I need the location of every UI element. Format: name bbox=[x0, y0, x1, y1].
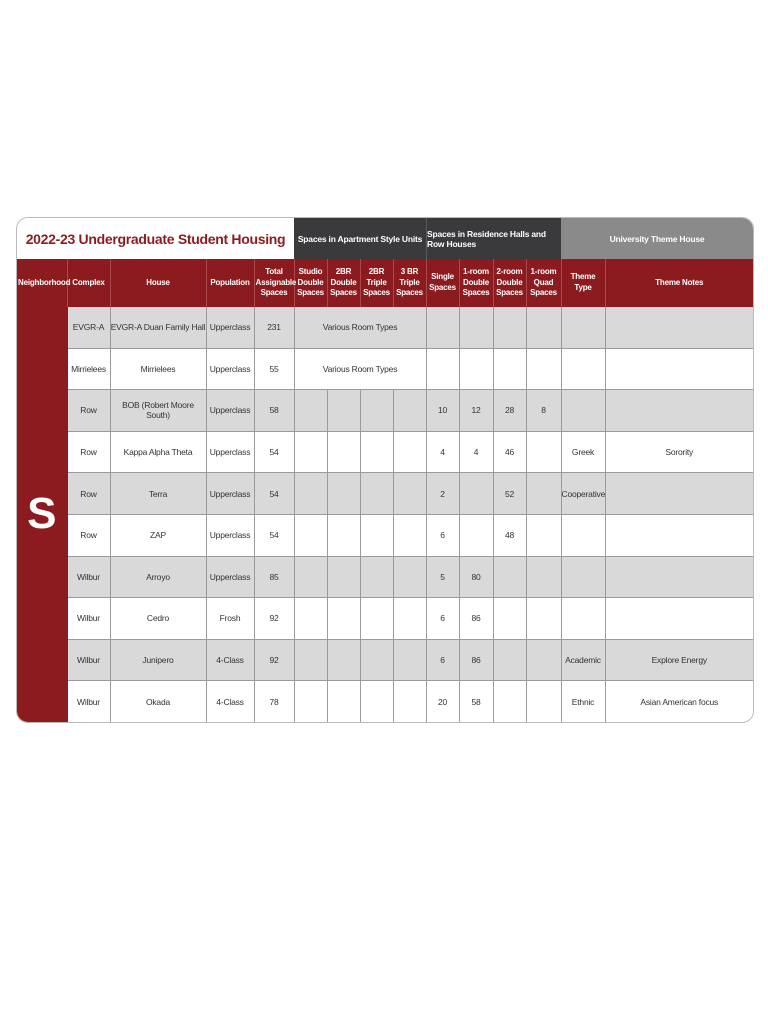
studio-double-cell bbox=[294, 681, 327, 722]
house-cell: Mirrielees bbox=[110, 348, 206, 390]
two-room-double-cell bbox=[493, 307, 526, 348]
population-cell: Upperclass bbox=[206, 473, 254, 515]
house-cell: BOB (Robert Moore South) bbox=[110, 390, 206, 432]
theme-notes-cell bbox=[605, 556, 753, 598]
house-cell: EVGR-A Duan Family Hall bbox=[110, 307, 206, 348]
single-spaces-cell: 6 bbox=[426, 639, 459, 681]
population-cell: Upperclass bbox=[206, 556, 254, 598]
column-header-row bbox=[17, 259, 753, 307]
table-row bbox=[17, 473, 753, 515]
column-header bbox=[426, 259, 459, 307]
complex-cell: Wilbur bbox=[67, 681, 110, 722]
column-header bbox=[526, 259, 561, 307]
theme-type-cell bbox=[561, 390, 605, 432]
3br-triple-cell bbox=[393, 473, 426, 515]
column-header-line: Spaces bbox=[429, 283, 456, 292]
3br-triple-cell bbox=[393, 639, 426, 681]
population-cell: 4-Class bbox=[206, 639, 254, 681]
complex-cell: EVGR-A bbox=[67, 307, 110, 348]
two-room-double-cell bbox=[493, 681, 526, 722]
theme-type-cell: Ethnic bbox=[561, 681, 605, 722]
table-row bbox=[17, 639, 753, 681]
two-room-double-cell bbox=[493, 639, 526, 681]
total-spaces-cell: 231 bbox=[254, 307, 294, 348]
total-spaces-cell: 78 bbox=[254, 681, 294, 722]
one-room-quad-cell bbox=[526, 681, 561, 722]
2br-triple-cell bbox=[360, 390, 393, 432]
single-spaces-cell: 5 bbox=[426, 556, 459, 598]
house-cell: Cedro bbox=[110, 598, 206, 640]
one-room-quad-cell bbox=[526, 556, 561, 598]
complex-cell: Wilbur bbox=[67, 556, 110, 598]
group-header-residence-label: Spaces in Residence Halls and Row Houses bbox=[427, 228, 546, 249]
one-room-double-cell: 4 bbox=[459, 431, 493, 473]
column-header-line: Double bbox=[463, 277, 489, 287]
column-header-line: Spaces bbox=[297, 288, 324, 298]
2br-triple-cell bbox=[360, 598, 393, 640]
total-spaces-cell: 54 bbox=[254, 473, 294, 515]
column-header-line: 3 BR bbox=[400, 266, 419, 276]
one-room-double-cell bbox=[459, 307, 493, 348]
complex-cell: Wilbur bbox=[67, 639, 110, 681]
column-header-line: Total bbox=[265, 266, 283, 276]
column-header bbox=[67, 259, 110, 307]
single-spaces-cell: 6 bbox=[426, 598, 459, 640]
column-header-line: Neighborhood bbox=[18, 277, 71, 287]
two-room-double-cell: 52 bbox=[493, 473, 526, 515]
table-row bbox=[17, 598, 753, 640]
column-header-line: Theme Type bbox=[570, 272, 596, 292]
column-header-line: Triple bbox=[366, 277, 387, 287]
population-cell: Upperclass bbox=[206, 514, 254, 556]
theme-type-cell bbox=[561, 514, 605, 556]
column-header-line: Spaces bbox=[330, 288, 357, 298]
one-room-double-cell bbox=[459, 473, 493, 515]
column-header bbox=[294, 259, 327, 307]
column-header-line: Double bbox=[330, 277, 357, 287]
house-cell: Terra bbox=[110, 473, 206, 515]
theme-type-cell bbox=[561, 598, 605, 640]
theme-type-cell bbox=[561, 556, 605, 598]
apartment-note-cell: Various Room Types bbox=[294, 348, 426, 390]
studio-double-cell bbox=[294, 514, 327, 556]
3br-triple-cell bbox=[393, 431, 426, 473]
studio-double-cell bbox=[294, 598, 327, 640]
column-header-line: Single bbox=[431, 272, 454, 282]
2br-triple-cell bbox=[360, 681, 393, 722]
theme-type-cell bbox=[561, 307, 605, 348]
column-header-line: Spaces bbox=[260, 288, 288, 298]
theme-notes-cell: Explore Energy bbox=[605, 639, 753, 681]
population-cell: Upperclass bbox=[206, 307, 254, 348]
column-header bbox=[206, 259, 254, 307]
total-spaces-cell: 55 bbox=[254, 348, 294, 390]
column-header-line: Double bbox=[496, 277, 523, 287]
2br-double-cell bbox=[327, 681, 360, 722]
column-header bbox=[459, 259, 493, 307]
column-header-line: House bbox=[146, 277, 170, 287]
column-header-line: Spaces bbox=[396, 288, 423, 298]
2br-double-cell bbox=[327, 431, 360, 473]
column-header-line: Studio bbox=[298, 266, 323, 276]
column-header-line: Spaces bbox=[496, 288, 523, 298]
column-header-line: Spaces bbox=[462, 288, 490, 298]
housing-table-card bbox=[16, 217, 754, 723]
column-header bbox=[561, 259, 605, 307]
one-room-quad-cell bbox=[526, 598, 561, 640]
3br-triple-cell bbox=[393, 514, 426, 556]
table-row bbox=[17, 514, 753, 556]
column-header bbox=[17, 259, 71, 307]
one-room-double-cell: 80 bbox=[459, 556, 493, 598]
studio-double-cell bbox=[294, 390, 327, 432]
2br-double-cell bbox=[327, 514, 360, 556]
population-cell: Upperclass bbox=[206, 390, 254, 432]
column-header-line: Double bbox=[297, 277, 324, 287]
column-header-line: Spaces bbox=[363, 288, 390, 298]
complex-cell: Row bbox=[67, 473, 110, 515]
column-header bbox=[254, 259, 297, 307]
apartment-note-cell: Various Room Types bbox=[294, 307, 426, 348]
table-row bbox=[17, 348, 753, 390]
single-spaces-cell: 2 bbox=[426, 473, 459, 515]
house-cell: Arroyo bbox=[110, 556, 206, 598]
column-header bbox=[605, 259, 753, 307]
column-header-line: 2BR bbox=[368, 266, 385, 276]
population-cell: Upperclass bbox=[206, 431, 254, 473]
group-header-apartment-label: Spaces in Apartment Style Units bbox=[297, 233, 423, 244]
group-header-theme-label: University Theme House bbox=[609, 233, 705, 244]
studio-double-cell bbox=[294, 639, 327, 681]
theme-notes-cell bbox=[605, 514, 753, 556]
group-header-residence bbox=[426, 218, 562, 259]
theme-notes-cell bbox=[605, 473, 753, 515]
column-header-line: Triple bbox=[399, 277, 420, 287]
one-room-double-cell: 86 bbox=[459, 598, 493, 640]
column-header bbox=[327, 259, 360, 307]
table-title-cell bbox=[17, 218, 294, 259]
column-header-line: 1-room bbox=[463, 266, 489, 276]
housing-table bbox=[17, 259, 753, 722]
column-header-line: Quad bbox=[533, 277, 554, 287]
complex-cell: Row bbox=[67, 390, 110, 432]
theme-type-cell: Greek bbox=[561, 431, 605, 473]
column-header-line: Theme Notes bbox=[655, 277, 704, 287]
theme-type-cell: Cooperative bbox=[561, 473, 605, 515]
3br-triple-cell bbox=[393, 390, 426, 432]
theme-notes-cell bbox=[605, 348, 753, 390]
theme-type-cell: Academic bbox=[561, 639, 605, 681]
total-spaces-cell: 85 bbox=[254, 556, 294, 598]
column-header-line: Spaces bbox=[530, 288, 557, 298]
house-cell: Junipero bbox=[110, 639, 206, 681]
column-header-line: Assignable bbox=[255, 277, 297, 287]
theme-notes-cell: Sorority bbox=[605, 431, 753, 473]
2br-double-cell bbox=[327, 598, 360, 640]
one-room-quad-cell bbox=[526, 431, 561, 473]
column-header-line: 2-room bbox=[496, 266, 523, 276]
house-cell: Okada bbox=[110, 681, 206, 722]
column-header-line: 2BR bbox=[335, 266, 352, 276]
total-spaces-cell: 54 bbox=[254, 431, 294, 473]
two-room-double-cell: 46 bbox=[493, 431, 526, 473]
total-spaces-cell: 92 bbox=[254, 598, 294, 640]
group-header-apartment bbox=[294, 218, 426, 259]
one-room-double-cell: 12 bbox=[459, 390, 493, 432]
2br-triple-cell bbox=[360, 514, 393, 556]
single-spaces-cell bbox=[426, 348, 459, 390]
table-row bbox=[17, 390, 753, 432]
column-header bbox=[360, 259, 393, 307]
one-room-double-cell bbox=[459, 514, 493, 556]
column-header-line: 1-room bbox=[530, 266, 557, 276]
single-spaces-cell bbox=[426, 307, 459, 348]
column-header-line: Complex bbox=[72, 277, 105, 287]
population-cell: Frosh bbox=[206, 598, 254, 640]
2br-triple-cell bbox=[360, 473, 393, 515]
column-header bbox=[393, 259, 426, 307]
two-room-double-cell bbox=[493, 556, 526, 598]
one-room-quad-cell bbox=[526, 307, 561, 348]
total-spaces-cell: 58 bbox=[254, 390, 294, 432]
one-room-double-cell: 86 bbox=[459, 639, 493, 681]
theme-notes-cell: Asian American focus bbox=[605, 681, 753, 722]
theme-notes-cell bbox=[605, 307, 753, 348]
one-room-quad-cell bbox=[526, 473, 561, 515]
table-row bbox=[17, 431, 753, 473]
2br-triple-cell bbox=[360, 431, 393, 473]
table-row bbox=[17, 681, 753, 722]
3br-triple-cell bbox=[393, 681, 426, 722]
one-room-double-cell: 58 bbox=[459, 681, 493, 722]
single-spaces-cell: 4 bbox=[426, 431, 459, 473]
population-cell: 4-Class bbox=[206, 681, 254, 722]
neighborhood-cell: S bbox=[17, 307, 67, 722]
one-room-quad-cell bbox=[526, 514, 561, 556]
one-room-quad-cell bbox=[526, 348, 561, 390]
2br-double-cell bbox=[327, 639, 360, 681]
column-header bbox=[493, 259, 526, 307]
complex-cell: Mirrielees bbox=[67, 348, 110, 390]
complex-cell: Row bbox=[67, 514, 110, 556]
3br-triple-cell bbox=[393, 598, 426, 640]
table-title: 2022-23 Undergraduate Student Housing bbox=[25, 230, 286, 247]
group-header-theme bbox=[561, 218, 753, 259]
theme-notes-cell bbox=[605, 598, 753, 640]
3br-triple-cell bbox=[393, 556, 426, 598]
one-room-quad-cell bbox=[526, 639, 561, 681]
population-cell: Upperclass bbox=[206, 348, 254, 390]
table-row bbox=[17, 307, 753, 348]
two-room-double-cell bbox=[493, 598, 526, 640]
house-cell: ZAP bbox=[110, 514, 206, 556]
table-row bbox=[17, 556, 753, 598]
house-cell: Kappa Alpha Theta bbox=[110, 431, 206, 473]
single-spaces-cell: 10 bbox=[426, 390, 459, 432]
2br-triple-cell bbox=[360, 639, 393, 681]
2br-triple-cell bbox=[360, 556, 393, 598]
studio-double-cell bbox=[294, 473, 327, 515]
theme-notes-cell bbox=[605, 390, 753, 432]
two-room-double-cell bbox=[493, 348, 526, 390]
column-header bbox=[110, 259, 206, 307]
two-room-double-cell: 48 bbox=[493, 514, 526, 556]
complex-cell: Wilbur bbox=[67, 598, 110, 640]
studio-double-cell bbox=[294, 556, 327, 598]
theme-type-cell bbox=[561, 348, 605, 390]
column-header-line: Population bbox=[210, 277, 250, 287]
studio-double-cell bbox=[294, 431, 327, 473]
single-spaces-cell: 6 bbox=[426, 514, 459, 556]
two-room-double-cell: 28 bbox=[493, 390, 526, 432]
2br-double-cell bbox=[327, 390, 360, 432]
complex-cell: Row bbox=[67, 431, 110, 473]
total-spaces-cell: 54 bbox=[254, 514, 294, 556]
single-spaces-cell: 20 bbox=[426, 681, 459, 722]
one-room-quad-cell: 8 bbox=[526, 390, 561, 432]
one-room-double-cell bbox=[459, 348, 493, 390]
2br-double-cell bbox=[327, 473, 360, 515]
total-spaces-cell: 92 bbox=[254, 639, 294, 681]
2br-double-cell bbox=[327, 556, 360, 598]
